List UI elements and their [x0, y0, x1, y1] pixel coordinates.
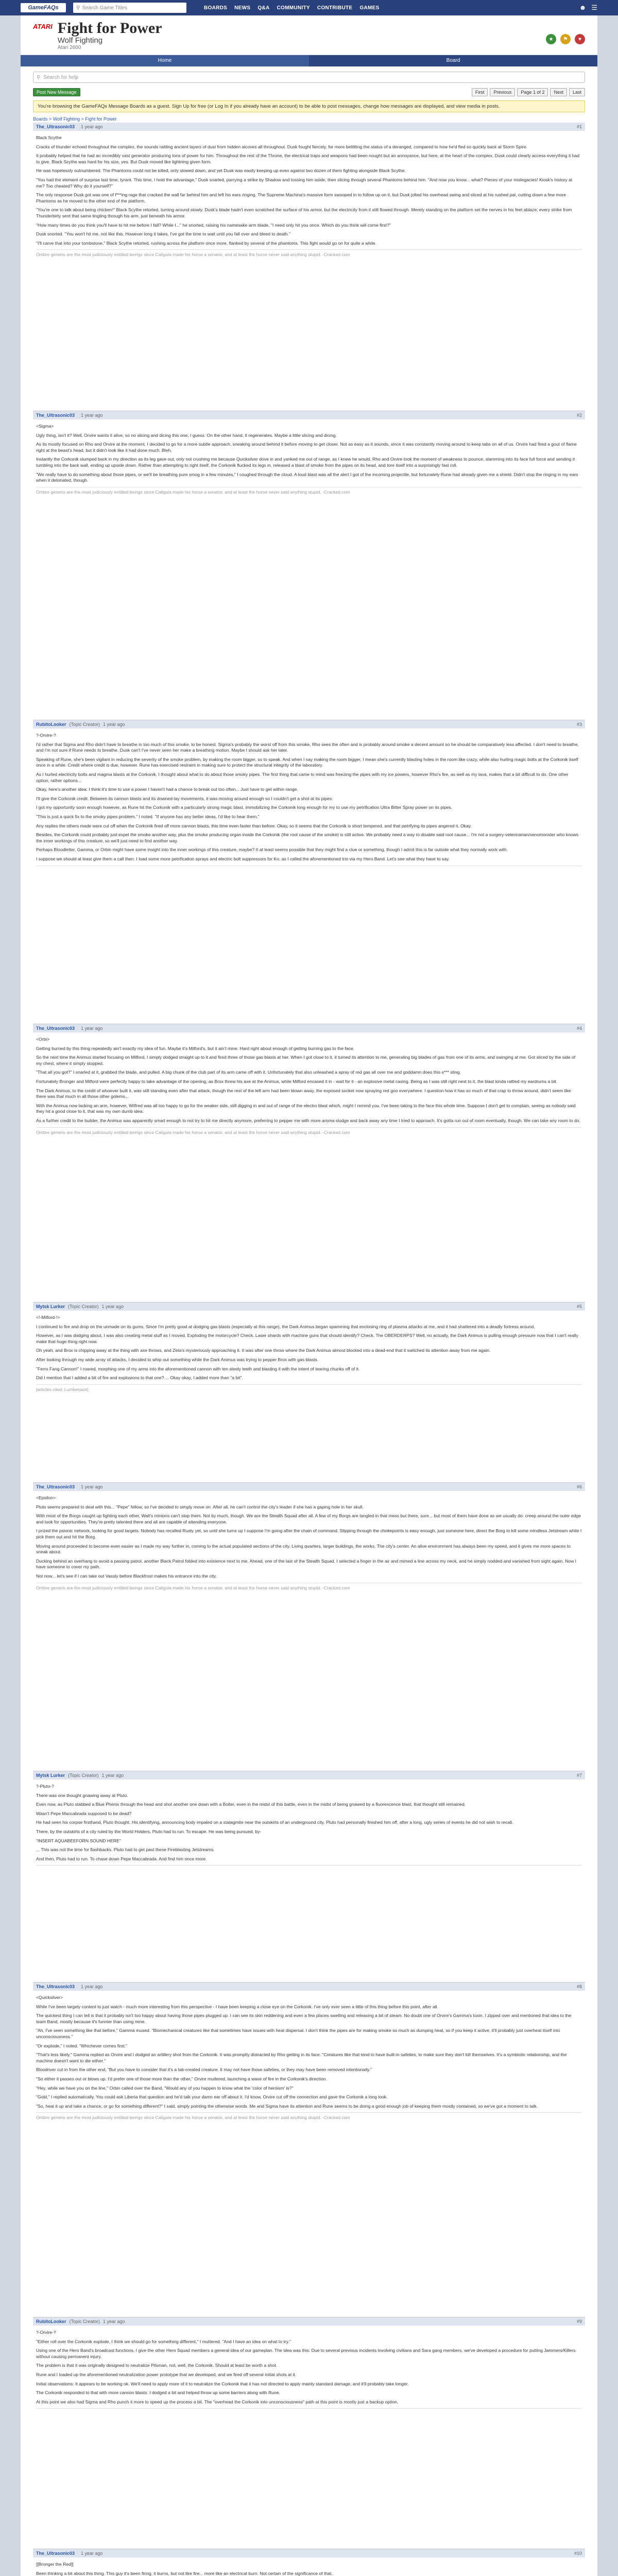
- post-header: [33, 2317, 585, 2326]
- post-paragraph: Rune and I loaded up the aforementioned neutralization power prototype that we developed, and we fired off several initial shots at it.: [36, 2371, 297, 2377]
- post-signature: Ombre generis are the most judiciously entitled beings since Caligula made his horse a senator, and at least the horse never said anything stupid. -Cracked.com: [36, 249, 582, 258]
- page-title: Fight for Power: [57, 20, 162, 37]
- post-paragraph: The problem is that it was originally designed to neutralize Pilsman, not, well, the Corkonik. Should at least be worth a shot.: [36, 2363, 278, 2368]
- post-paragraph: "Ferro Fang Cannon!" I roared, morphing one of my arms into the aforementioned cannon with ten steely teeth and blasting it with the intent of tearing chunks off of it.: [36, 1366, 360, 1371]
- topic-creator-badge: (Topic Creator): [69, 2319, 100, 2324]
- notify-icon[interactable]: ⚑: [560, 34, 571, 44]
- post-paragraph: "Gold," I replied automatically. You could ask Liberia that question and he'd talk your damn ear off about it. I'd know. Orvire cut off the connection and gave the Corkonik a long look.: [36, 2094, 388, 2100]
- post-paragraph: "Hey, while we have you on the line," Orbin called over the Band, "Would any of you happen to know what the 'color of heroism' is?": [36, 2085, 294, 2091]
- post-number[interactable]: #1: [576, 124, 582, 129]
- post-header: [33, 1024, 585, 1032]
- post-username[interactable]: The_Ultrasonic03: [36, 2551, 75, 2556]
- top-navigation-bar: [0, 0, 618, 15]
- post-paragraph: Any replies the others made were cut off when the Corkonik fired off more cannon blasts, this time even faster than before. Okay, so it seems that the Corkonik is short tempered, and that petrifying its pipes angered it. Okay.: [36, 823, 472, 828]
- post-username[interactable]: The_Ultrasonic03: [36, 1026, 75, 1031]
- post-paragraph: I'll give the Corkonik credit. Between its cannon blasts and its downed-lay movements, it was moving around enough so I couldn't get a shot at its pipes.: [36, 795, 333, 801]
- post-paragraph: Did I mention that I added a bit of fire and explosions to that one? ... Okay okay, I added more than "a bit".: [36, 1375, 243, 1381]
- message-post: [33, 2317, 585, 2549]
- post-paragraph: However, as I was dodging about, I was also creating metal stuff as I moved. Exploding the motorcycle? Check. Laser shards with machine guns that should identify? Check. The OBERDERPS? Well, no actually, the Dark Animus is pulling enough pressure now that I can't really make that huge thing right now.: [36, 1333, 578, 1344]
- post-paragraph: Perhaps Bloodletter, Gamma, or Orbin might have some insight into the inner workings of this creature, maybe? It at least seems possible that they might find a clue or something, though I admit this is far outside what they normally work with.: [36, 847, 508, 853]
- post-paragraph: Not now... let's see if I can take out Vassly before Blackfrost makes his entrance into the city.: [36, 1573, 217, 1579]
- message-post: [33, 1024, 585, 1302]
- game-title-block: [58, 21, 162, 50]
- tab-board[interactable]: Board: [309, 55, 597, 66]
- post-paragraph: "You're one to talk about being chicken!" Black Scythe retorted, turning around slowly. Dusk's blade hadn't even scratched the surface of his armor, but the electricity from it still flowed through. Merely standing on the platform set the nerves in his feet ablaze; every strike from Thunderbirty sent that same tingling through his arm, just beneath his armor.: [36, 207, 572, 218]
- post-header: [33, 411, 585, 419]
- post-paragraph: Besides, the Corkonik could probably just expel the smoke another way, plus the smoke producing organ inside the Corkonik (the root cause of the smoke) is still active. We probably need a way to disable said root cause... I'm not a surgery-veterinarian/xenomonster who knows the inner workings of this creature, so we'll just need to find another way.: [36, 832, 579, 843]
- post-paragraph: The Dark Animus, to the credit of whoever built it, was still standing even after that attack, though the rest of the left arm had been blown away, the exposed socket now spraying red goo everywhere. I question how it has so much of that crap to throw around, didn't seem like there was that much in all those other golems...: [36, 1088, 571, 1099]
- post-paragraph: <Sigma>: [36, 423, 54, 429]
- post-signature: Ombre generis are the most judiciously entitled beings since Caligula made his horse a senator, and at least the horse never said anything stupid. -Cracked.com: [36, 1583, 582, 1591]
- message-post: [33, 2549, 585, 2576]
- post-timestamp: 1 year ago: [81, 1484, 103, 1489]
- post-paragraph: Using one of the Hero Band's broadcast functions, I give the other Hero Squad members a general idea of our gameplan. The idea was this: Due to several previous incidents involving civilians and Sara gang members, we've developed a procedure for putting Jammers/Killers without causing permanent injury.: [36, 2348, 576, 2359]
- post-paragraph: Speaking of Rune, she's been vigilant in reducing the severity of the smoke problem, by making the room bigger, so to speak. And when I say making the room bigger, I mean she's currently blasting holes in the room like crazy, while also hurling magic bolts at the Corkonik itself once in a while. Credit where credit is due, however. Rune has exercised restraint in making sure to protect the structural integrity of the laboratory.: [36, 756, 578, 768]
- post-username[interactable]: The_Ultrasonic03: [36, 1984, 75, 1989]
- post-body: [33, 419, 585, 720]
- post-body: [33, 1491, 585, 1771]
- nav-news[interactable]: NEWS: [234, 5, 251, 11]
- board-tabs: [21, 55, 597, 66]
- post-body: [33, 2326, 585, 2549]
- new-message-button[interactable]: Post New Message: [33, 88, 80, 96]
- post-paragraph: "INSERT AQUABEEFORN SOUND HERE": [36, 1838, 121, 1843]
- post-paragraph: Even now, as Pluto stabbed a Blue Phenix through the head and shot another one down with a Bolter, even in the midst of this battle, even in the midst of being gnawed by a fluorescence blast, that thought still remained.: [36, 1802, 466, 1807]
- post-number[interactable]: #2: [576, 413, 582, 418]
- post-username[interactable]: The_Ultrasonic03: [36, 413, 75, 418]
- post-number[interactable]: #5: [576, 1304, 582, 1309]
- post-paragraph: "So, heat it up and take a chance, or go for something different?" I said, simply pointing the otherwise words. Me and Sigma have its attention and Rune seems to be doing a good enough job of keeping them mostly contained, so we've got a moment to talk.: [36, 2103, 538, 2109]
- post-username[interactable]: Mytsk Lurker: [36, 1304, 65, 1309]
- last-page-button[interactable]: Last: [569, 88, 585, 96]
- post-paragraph: Wasn't Pepe Maccabrada supposed to be dead?: [36, 1810, 132, 1816]
- post-signature: [36, 1865, 582, 1868]
- post-paragraph: I continued to fire and drop on the unmade on its gums. Since I'm pretty good at dodging gas blasts (especially at this range), the Dark Animus began spamming that enclosing ring of plasma attacks at me, and it had shattered into a deadly fortress around.: [36, 1324, 535, 1329]
- post-paragraph: Instantly the Corkonik slumped back in my direction as its leg gave out, only not crushing me because Quicksilver dove in and yanked me out of range, as I knew he would. Rho and Orvire took the moment of weakness to pounce, slamming into its face full force and sending it tumbling into the back wall, ending up upside down. Rather than attempting to right itself, the Corkonik flucked its legs in, released a blast of smoke from the pipes on its head, and tore itself into a surprisingly fast roll.: [36, 456, 575, 468]
- post-paragraph: Initial observations: It appears to be working ok. We'll need to apply more of it to neutralize the Corkonik that it has not directed to apply mainly standard damage, and it'll probably take longer.: [36, 2381, 409, 2386]
- guest-notice: You're browsing the GameFAQs Message Boards as a guest. Sign Up for free (or Log In if you already have an account) to be able to post messages, change how messages are displayed, and view media in posts.: [33, 100, 585, 112]
- post-timestamp: 1 year ago: [81, 2551, 103, 2556]
- post-paragraph: ... This was not the time for flashbacks. Pluto had to get past these Fireblasting Jetstreams.: [36, 1847, 215, 1853]
- post-paragraph: As a further credit to the builder, the Animus was apparently smart enough to not try to hit me directly anymore, preferring to pepper me with more aroma sludge and back away any time I tried to approach. It's gotta run out of room eventually, though. We can take any room to do.: [36, 1117, 580, 1123]
- post-timestamp: 1 year ago: [103, 2319, 125, 2324]
- post-header: [33, 1771, 585, 1780]
- nav-community[interactable]: COMMUNITY: [277, 5, 310, 11]
- post-number[interactable]: #7: [576, 1773, 582, 1778]
- post-paragraph: Okay, here's another idea: I think it's time to use a power I haven't had a chance to break out too often... Just have to get within range.: [36, 787, 298, 792]
- post-header: [33, 123, 585, 131]
- heart-icon[interactable]: ♥: [575, 34, 585, 44]
- post-paragraph: And then, Pluto had to run. To chase down Pepe Maccabrada. And find him once more.: [36, 1856, 207, 1861]
- post-paragraph: Moving around proceeded to become even easier as I made my way further in, coming to the actual populated sections of the city. Living quarters, larger buildings, the works. The city's center. An alive environment has always been my speed, and it gives me more spaces to sneak about.: [36, 1543, 571, 1555]
- post-paragraph: He had seen his corpse firsthand, Pluto thought. His identifying, announcing body impaled on a stalagmite near the outskirts of an underground city. Pluto had personally finished him off, after a long, ugly series of events he did not wish to recall.: [36, 1820, 513, 1825]
- page-indicator[interactable]: Page 1 of 2: [517, 88, 548, 96]
- main-nav: [204, 5, 380, 11]
- message-post: [33, 1483, 585, 1771]
- board-search-input[interactable]: [33, 72, 585, 83]
- breadcrumb[interactable]: Boards > Wolf Fighting > Fight for Power: [33, 116, 117, 122]
- post-paragraph: ?-Orvire-?: [36, 733, 56, 738]
- post-timestamp: 1 year ago: [103, 722, 125, 727]
- post-number[interactable]: #9: [576, 2319, 582, 2324]
- post-username[interactable]: RubitoLooker: [36, 2319, 66, 2324]
- message-post: [33, 720, 585, 1024]
- post-paragraph: While I've been largely content to just watch - much more interesting from this perspective - I have been keeping a close eye on the Corkonik. I've only ever seen a little of this thing before this point, after all.: [36, 2004, 438, 2009]
- post-paragraph: Getting burned by this thing repeatedly ain't exactly my idea of fun. Maybe it's Milford's, but it ain't mine. Hard right about enough of getting burning gas to the face.: [36, 1045, 355, 1051]
- post-paragraph: I prized the psionic network, looking for good targets. Nobody has recalled Rusty yet, so until she turns up I suppose I'm going after the chain of command. Slipping through the chokepoints is easy enough, just someone here, direct the Borg to kill some mindless Jetstream while I pick them out and hit the Borg.: [36, 1528, 582, 1539]
- post-paragraph: "So either it passes out or blows up. I'd prefer one of those more than the other," Orvire muttered, launching a wave of fire in the Corkonik's direction.: [36, 2076, 327, 2081]
- publisher-logo: ATARI: [33, 23, 53, 30]
- post-paragraph: At this point we also had Sigma and Rho punch it more to speed up the process a bit. The "overhead the Corkonik into unconsciousness" path at this point is mostly just a backup option.: [36, 2399, 399, 2404]
- post-paragraph: There was one thought gnawing away at Pluto.: [36, 1792, 128, 1798]
- post-paragraph: I'd rather that Sigma and Rho didn't have to breathe in too much of this smoke, to be honest. Sigma's probably the worst off from this smoke, Rho sees the often and is probably around smoke a decent amount so he should be comparatively less affected. I don't need to breathe, and I'm not sure if Rune needs to breathe. Dusk can't I've never seen her make a breathing motion. Maybe I should ask her later.: [36, 741, 579, 753]
- post-body: [33, 1311, 585, 1483]
- post-paragraph: "We really have to do something about those pipes, or we'll be breathing pure smog in a few minutes," I coughed through the cloud. A loud blast was all the alert I got of the incoming projectile, but fortunately Rune had already given me a shield. Didn't stop the ringing in my ears when it detonated, though.: [36, 471, 578, 483]
- post-paragraph: Pluto seems prepared to deal with this... "Pepe" fellow, so I've decided to simply move on. After all, he can't control the city's leader if she has a gaping hole in her skull.: [36, 1504, 364, 1510]
- post-header: [33, 1982, 585, 1991]
- post-body: [33, 1032, 585, 1302]
- post-paragraph: "Ah, I've seen something like that before," Gamma mused. "Biomechanical creatures like that sometimes have issues with heat dispersal. I don't think the pipes are for making smoke so much as dumping heat, so if you keep it active, it'll probably just overheat itself into unconsciousness.": [36, 2028, 560, 2039]
- message-post: [33, 123, 585, 411]
- post-header: [33, 720, 585, 728]
- message-post: [33, 1982, 585, 2317]
- topic-toolbar: [33, 88, 585, 96]
- post-paragraph: "That's less likely," Gamma replied as Orvire and I dodged an artillery shot from the Corkonik. It was promptly distracted by Rho getting in its face. "Creatures like that tend to have built-in safeties, to make sure they don't kill themselves. It's a symbiotic relationship, and the machine doesn't want to die either.": [36, 2052, 567, 2063]
- post-paragraph: He was hopelessly outnumbered. The Phantoms could not be killed, only slowed down, and yet Dusk was easily keeping up even against two dozen of them fighting alongside Black Scythe.: [36, 168, 406, 174]
- post-paragraph: There, by the outskirts of a city ruled by the World Holders, Pluto had to run. To escape. He was being pursued, by-: [36, 1828, 262, 1834]
- post-signature: Ombre generis are the most judiciously entitled beings since Caligula made his horse a senator, and at least the horse never said anything stupid. -Cracked.com: [36, 1127, 582, 1136]
- post-number[interactable]: #8: [576, 1984, 582, 1989]
- post-timestamp: 1 year ago: [81, 413, 103, 418]
- previous-page-button[interactable]: Previous: [490, 88, 515, 96]
- post-number[interactable]: #3: [576, 722, 582, 727]
- post-paragraph: As its mostly focused on Rho and Orvire at the moment, I decided to go for a more subtle approach, sneaking around behind it before moving to get closer. Not as easy as it sounds, since it was constantly moving around to keep tabs on all of us. Orvire had fired a gout of flame right at the beast's head, but it didn't look like it had done much. Bleh.: [36, 442, 577, 453]
- site-logo[interactable]: GameFAQs: [21, 3, 66, 12]
- post-paragraph: "How many times do you think you'll have to hit me before I fall? While I..." he snorted, raising his namesake arm blade, "I need only hit you once. Which do you think will come first?": [36, 222, 391, 228]
- game-search-box[interactable]: [73, 3, 186, 13]
- nav-qa[interactable]: Q&A: [258, 5, 270, 11]
- page-container: [21, 15, 597, 2576]
- post-timestamp: 1 year ago: [101, 1773, 124, 1778]
- post-paragraph: I suppose we should at least give them a call then. I load some more petrification sprays and electric bolt suppressors for Ko, as I called the aforementioned trio via my Hero Band. Let's see what they have to say.: [36, 856, 450, 861]
- nav-games[interactable]: GAMES: [359, 5, 380, 11]
- post-paragraph: "This is just a quick fix to the smoky pipes problem," I noted. "If anyone has any better ideas, I'd like to hear them.": [36, 814, 260, 819]
- post-paragraph: I got my opportunity soon enough however, as Rune hit the Corkonik with a particularly strong magic blast, immobilizing the Corkonik long enough for my to use my petrification Ultra Bitter Spray power on its pipes.: [36, 805, 453, 810]
- post-username[interactable]: RubitoLooker: [36, 722, 66, 727]
- nav-contribute[interactable]: CONTRIBUTE: [317, 5, 353, 11]
- post-timestamp: 1 year ago: [81, 124, 103, 129]
- board-subtitle: Wolf Fighting: [57, 36, 103, 45]
- post-body: [33, 1780, 585, 1982]
- nav-boards[interactable]: BOARDS: [204, 5, 228, 11]
- menu-icon[interactable]: ☰: [591, 4, 597, 11]
- post-paragraph: <!-Milford-!>: [36, 1315, 60, 1320]
- post-header: [33, 1302, 585, 1311]
- post-paragraph: Ugly thing, isn't it? Well, Orvire wants it alive, so no slicing and dicing this one, I guess. On the other hand, it regenerates. Maybe a little slicing and dicing.: [36, 432, 337, 438]
- post-timestamp: 1 year ago: [101, 1304, 124, 1309]
- post-paragraph: Oh yeah, and Brox is chipping away at the thing with axe throws, and Zeta's mysteriously approaching it. It was after one throw where the Dark Animus almost blocked into a dead-end that it switched its attention away from me again.: [36, 1348, 491, 1353]
- post-username[interactable]: The_Ultrasonic03: [36, 124, 75, 129]
- post-paragraph: Dusk snorted. "You won't hit me, not like this. However long it takes, I've got the time to wait until you fall over and bleed to death.": [36, 231, 290, 237]
- post-paragraph: Fortunately Bronger and Milford were perfectly happy to take advantage of the opening, as Brox threw his axe at the Animus, while Milford encased it in - wait for it - an explosive metal casing. Being as I was still right next to it, the blast kinda rattled my eardrums a bit.: [36, 1078, 558, 1084]
- account-icons: [579, 4, 597, 12]
- tab-home[interactable]: Home: [158, 58, 172, 63]
- post-paragraph: As I hurled electricity bolts and magma blasts at the Corkonik, I thought about what to do about those smoky pipes. The first thing that came to mind was freezing the pipes with my ice powers, however Rho's fire, as well as my lava, makes that a bit difficult to do. One other option, rather options...: [36, 771, 569, 783]
- post-username[interactable]: The_Ultrasonic03: [36, 1484, 75, 1489]
- post-header: [33, 2549, 585, 2557]
- post-paragraph: Bloodriver cut in from the other end, "But you have to consider that it's a lab-created creature. It may not have those safeties, or they may have been removed intentionally.": [36, 2067, 372, 2073]
- message-post: [33, 1771, 585, 1982]
- post-signature: [36, 2408, 582, 2411]
- post-signature: Ombre generis are the most judiciously entitled beings since Caligula made his horse a senator, and at least the horse never said anything stupid. -Cracked.com: [36, 487, 582, 495]
- favorite-icon[interactable]: ★: [546, 34, 556, 44]
- post-body: [33, 131, 585, 411]
- post-paragraph: Black Scythe: [36, 135, 62, 140]
- post-body: [33, 2557, 585, 2576]
- next-page-button[interactable]: Next: [550, 88, 567, 96]
- post-body: [33, 1991, 585, 2317]
- post-timestamp: 1 year ago: [81, 1026, 103, 1031]
- message-post: [33, 1302, 585, 1483]
- post-signature: Ombre generis are the most judiciously entitled beings since Caligula made his horse a senator, and at least the horse never said anything stupid. -Cracked.com: [36, 2112, 582, 2121]
- post-number[interactable]: #10: [574, 2551, 582, 2556]
- post-paragraph: "I'll carve that into your tombstone," Black Scythe retorted, rushing across the platform once more, flanked by several of the phantoms. This fight would go on for quite a while.: [36, 240, 377, 246]
- post-number[interactable]: #4: [576, 1026, 582, 1031]
- post-username[interactable]: Mytsk Lurker: [36, 1773, 65, 1778]
- header-actions: [546, 21, 585, 44]
- post-paragraph: Cracks of thunder echoed throughout the complex, the sounds rattling ancient layers of dust from hidden alcoves all throughout. Dusk fought fiercely, for more belittling the status of a deranged, compared to how he'd fled so quickly back at Storm Spire.: [36, 144, 528, 149]
- user-icon[interactable]: ☻: [579, 4, 587, 11]
- post-signature: [articles cited: Lumberjack]: [36, 1384, 582, 1393]
- post-paragraph: After looking through my wide array of attacks, I decided to whip out something while the Dark Animus was trying to pepper Brox with gas blasts.: [36, 1357, 319, 1362]
- post-paragraph: "That all you got?" I snarled at it, grabbed the blade, and pulled. A big chunk of the club part of its arm came off with it. Unfortunately that also unleashed a spray of red gas all over me and goddamn does this s*** sting.: [36, 1070, 461, 1075]
- post-number[interactable]: #6: [576, 1484, 582, 1489]
- post-timestamp: 1 year ago: [81, 1984, 103, 1989]
- post-paragraph: "Either roll over the Corkonik explode, I think we should go for something different," I muttered. "And I have an idea on what to try.": [36, 2338, 291, 2344]
- post-header: [33, 1483, 585, 1491]
- game-header: [21, 15, 597, 55]
- post-paragraph: <Epsilon>: [36, 1495, 56, 1500]
- platform-label: Atari 2600: [57, 45, 81, 50]
- post-paragraph: Ducking behind an overhang to avoid a passing patrol, another Black Patrol folded into existence next to me. Ahead, one of the last of the Stealth Squad. I selected a finger in the air and mimed a line across my neck, and he simply nodded and vanished from sight again. Now I have someone to cover my path.: [36, 1558, 577, 1570]
- topic-creator-badge: (Topic Creator): [69, 722, 100, 727]
- post-paragraph: Been thinking a bit about this thing. This guy it's been firing, it burns, but not like fire... more like an electrical burn. Not certain of the significance of that.: [36, 2570, 333, 2576]
- first-page-button[interactable]: First: [472, 88, 488, 96]
- pagination: [472, 88, 585, 96]
- post-paragraph: The quickest thing I can tell is that it probably isn't too happy about having those pipes plugged up. I can see its skin reddening and even a few places swelling and releasing a bit of steam. No doubt one of Orvire's Gamma's toxin, I zipped over and mentioned that idea to the team Band, mostly because it's funnier than using mine.: [36, 2013, 572, 2024]
- post-paragraph: With most of the Borgs caught up fighting each other, Walt's minions can't stop them. Not by much, though. We are the Stealth Squad after all. A few of my Borgs are tangled in that mess but there, sure... but most of them have done as we usually do: creep around the outer edge and look for opportunities. They're pretty talented there and all are capable of attending everyone.: [36, 1513, 581, 1524]
- post-paragraph: The only response Dusk got was one of f***ing rage that cracked the wall far behind him and left his ears ringing. The Supreme Machina's massive form swooped in to follow up on it, but Dusk jolted his overhead swing and sliced at his rushed pal, cutting down a few more Phantoms as he moved to the other end of the platform.: [36, 192, 566, 204]
- post-paragraph: <Quicksilver>: [36, 1995, 63, 2000]
- message-post: [33, 411, 585, 720]
- post-signature: [36, 866, 582, 868]
- post-paragraph: "You had the element of surprise last time, tyrant. This time, I hold the advantage," Dusk snarled, parrying a strike by Shadow and tossing him aside, then slicing through several Phantoms behind him. "And now you know... what? Pieces of your mislegacies! Kiosk's history at me? Too cheated? Why do it yourself?": [36, 177, 573, 189]
- post-paragraph: <Orbi>: [36, 1037, 50, 1042]
- post-paragraph: So the next time the Animus started focusing on Milford, I simply dodged straight up to it and fired three of those gas blasts at her. When I got close to it, it turned its attention to me, generating big blades of gas from one of its arms, and swinging at me. Got sliced by the side of my chest, where it simply stopped.: [36, 1055, 576, 1066]
- post-paragraph: ?-Pluto-?: [36, 1784, 54, 1789]
- post-paragraph: With the Animus now lacking an arm, however, Wilfred was all too happy to go for the weaker side, still digging in and out of range of the electro blast which, might I remind you, I've been taking to the face this whole time. Suppose I don't get to complain, seeing as nobody said they hit a good close to it, that was my own dumb idea.: [36, 1103, 576, 1114]
- post-body: [33, 728, 585, 1024]
- search-icon: ⚲: [37, 74, 41, 80]
- post-paragraph: ?-Orvire-?: [36, 2330, 56, 2335]
- post-paragraph: [[Bronger the Red]]: [36, 2562, 74, 2567]
- topic-creator-badge: (Topic Creator): [68, 1304, 99, 1309]
- post-paragraph: It probably helped that he had an incredibly vast generator producing tons of power for him. Throughout the rest of the Throne, the electrical traps and weapons had been nought but an annoyance, but here, at the heart of the complex, Dusk could clearly access everything it had to give. Black Scythe was hard for his size, yes. But Dusk moved like lightning given form.: [36, 153, 579, 164]
- search-icon: ⚲: [76, 5, 80, 11]
- message-list: [21, 123, 597, 2576]
- board-search-placeholder: Search for help: [43, 74, 79, 80]
- game-search-placeholder[interactable]: Search Game Titles: [82, 5, 128, 11]
- topic-creator-badge: (Topic Creator): [68, 1773, 99, 1778]
- post-paragraph: "Or explode," I noted. "Whichever comes first.": [36, 2043, 127, 2048]
- post-paragraph: The Corkonik responded to that with more cannon blasts. I dodged a bit and helped throw up some barriers along with Rune.: [36, 2390, 280, 2396]
